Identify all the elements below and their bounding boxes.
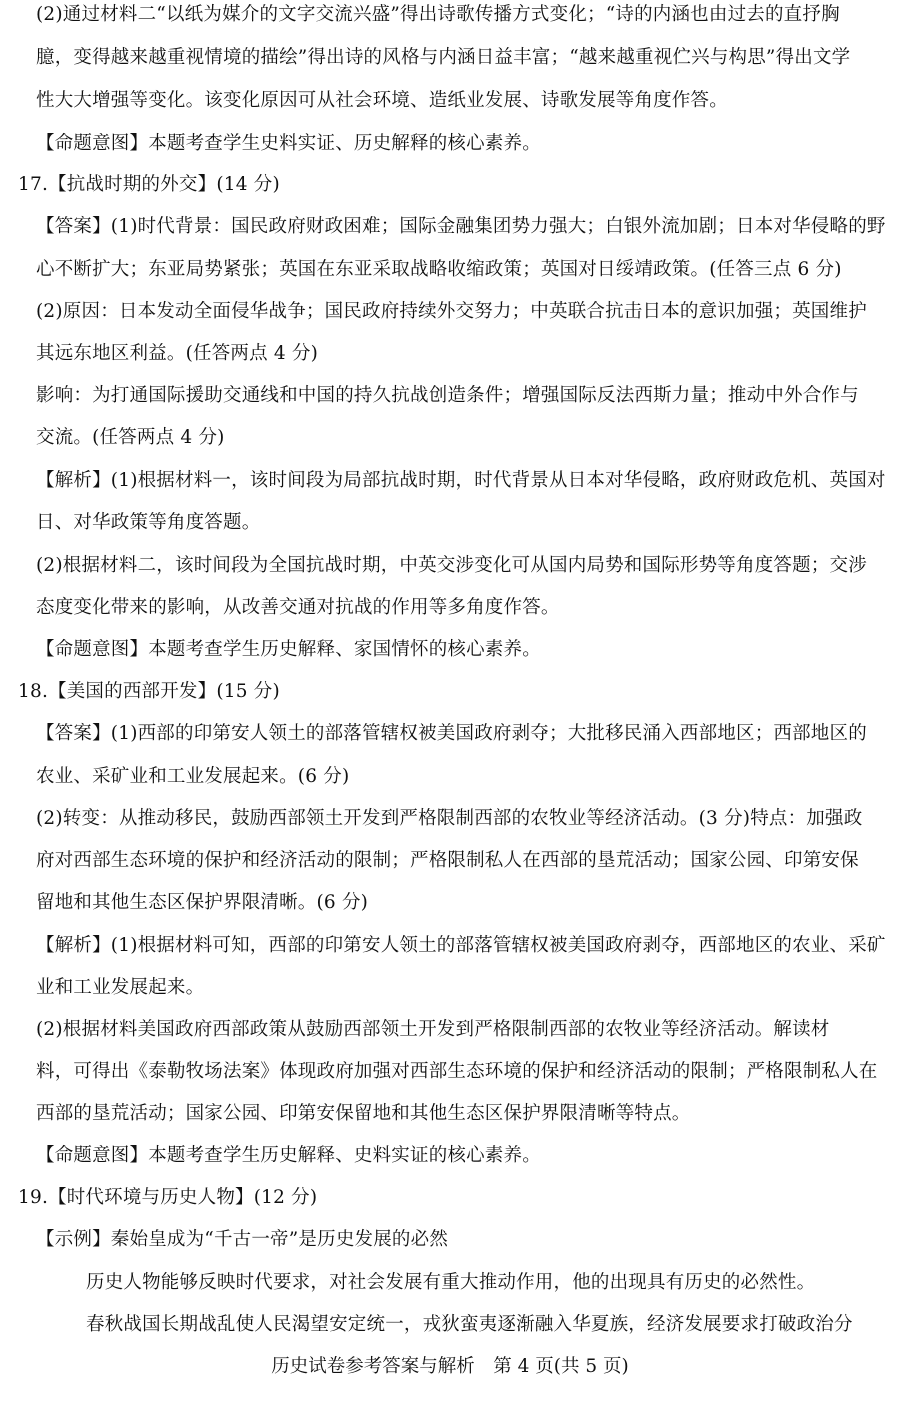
- section-intent: 【命题意图】本题考查学生历史解释、史料实证的核心素养。: [36, 1145, 541, 1166]
- text-line: 【答案】(1)西部的印第安人领土的部落管辖权被美国政府剥夺；大批移民涌入西部地区；西部地区的: [36, 723, 867, 744]
- section-intent: 【命题意图】本题考查学生历史解释、家国情怀的核心素养。: [36, 639, 541, 660]
- text-line: 西部的垦荒活动；国家公园、印第安保留地和其他生态区保护界限清晰等特点。: [36, 1103, 691, 1124]
- question-heading: 18.【美国的西部开发】(15 分): [18, 681, 280, 702]
- text-line: 影响：为打通国际援助交通线和中国的持久抗战创造条件；增强国际反法西斯力量；推动中外合作与: [36, 385, 859, 406]
- question-heading: 19.【时代环境与历史人物】(12 分): [18, 1187, 318, 1208]
- section-intent: 【命题意图】本题考查学生史料实证、历史解释的核心素养。: [36, 133, 541, 154]
- text-line: (2)根据材料二，该时间段为全国抗战时期，中英交涉变化可从国内局势和国际形势等角度答题；交涉: [36, 555, 867, 576]
- text-line: 农业、采矿业和工业发展起来。(6 分): [36, 766, 350, 787]
- text-line: (2)转变：从推动移民，鼓励西部领土开发到严格限制西部的农牧业等经济活动。(3 分)特点：加强政: [36, 808, 863, 829]
- text-line: 历史人物能够反映时代要求，对社会发展有重大推动作用，他的出现具有历史的必然性。: [86, 1272, 816, 1293]
- text-line: 留地和其他生态区保护界限清晰。(6 分): [36, 892, 369, 913]
- text-line: 料，可得出《泰勒牧场法案》体现政府加强对西部生态环境的保护和经济活动的限制；严格限制私人在: [36, 1061, 878, 1082]
- text-line: 性大大增强等变化。该变化原因可从社会环境、造纸业发展、诗歌发展等角度作答。: [36, 90, 728, 111]
- text-line: (2)原因：日本发动全面侵华战争；国民政府持续外交努力；中英联合抗击日本的意识加强；英国维护: [36, 301, 867, 322]
- text-line: (2)根据材料美国政府西部政策从鼓励西部领土开发到严格限制西部的农牧业等经济活动。解读材: [36, 1019, 830, 1040]
- text-line: 臆，变得越来越重视情境的描绘”得出诗的风格与内涵日益丰富；“越来越重视伫兴与构思”得出文学: [36, 47, 851, 68]
- text-line: 心不断扩大；东亚局势紧张；英国在东亚采取战略收缩政策；英国对日绥靖政策。(任答三点 6 分): [36, 259, 842, 280]
- text-line: 【答案】(1)时代背景：国民政府财政困难；国际金融集团势力强大；白银外流加剧；日本对华侵略的野: [36, 216, 886, 237]
- text-line: 交流。(任答两点 4 分): [36, 427, 225, 448]
- text-line: 春秋战国长期战乱使人民渴望安定统一，戎狄蛮夷逐渐融入华夏族，经济发展要求打破政治分: [86, 1314, 853, 1335]
- text-line: 府对西部生态环境的保护和经济活动的限制；严格限制私人在西部的垦荒活动；国家公园、印第安保: [36, 850, 859, 871]
- text-line: 【解析】(1)根据材料可知，西部的印第安人领土的部落管辖权被美国政府剥夺，西部地区的农业、采矿: [36, 935, 886, 956]
- question-heading: 17.【抗战时期的外交】(14 分): [18, 174, 280, 195]
- text-line: 【示例】秦始皇成为“千古一帝”是历史发展的必然: [36, 1229, 449, 1250]
- text-line: 态度变化带来的影响，从改善交通对抗战的作用等多角度作答。: [36, 597, 560, 618]
- text-line: 业和工业发展起来。: [36, 977, 205, 998]
- text-line: 其远东地区利益。(任答两点 4 分): [36, 343, 319, 364]
- text-line: (2)通过材料二“以纸为媒介的文字交流兴盛”得出诗歌传播方式变化；“诗的内涵也由过去的直抒胸: [36, 4, 840, 25]
- text-line: 【解析】(1)根据材料一，该时间段为局部抗战时期，时代背景从日本对华侵略，政府财政危机、英国对: [36, 470, 886, 491]
- page-footer: 历史试卷参考答案与解析 第 4 页(共 5 页): [271, 1356, 629, 1377]
- text-line: 日、对华政策等角度答题。: [36, 512, 261, 533]
